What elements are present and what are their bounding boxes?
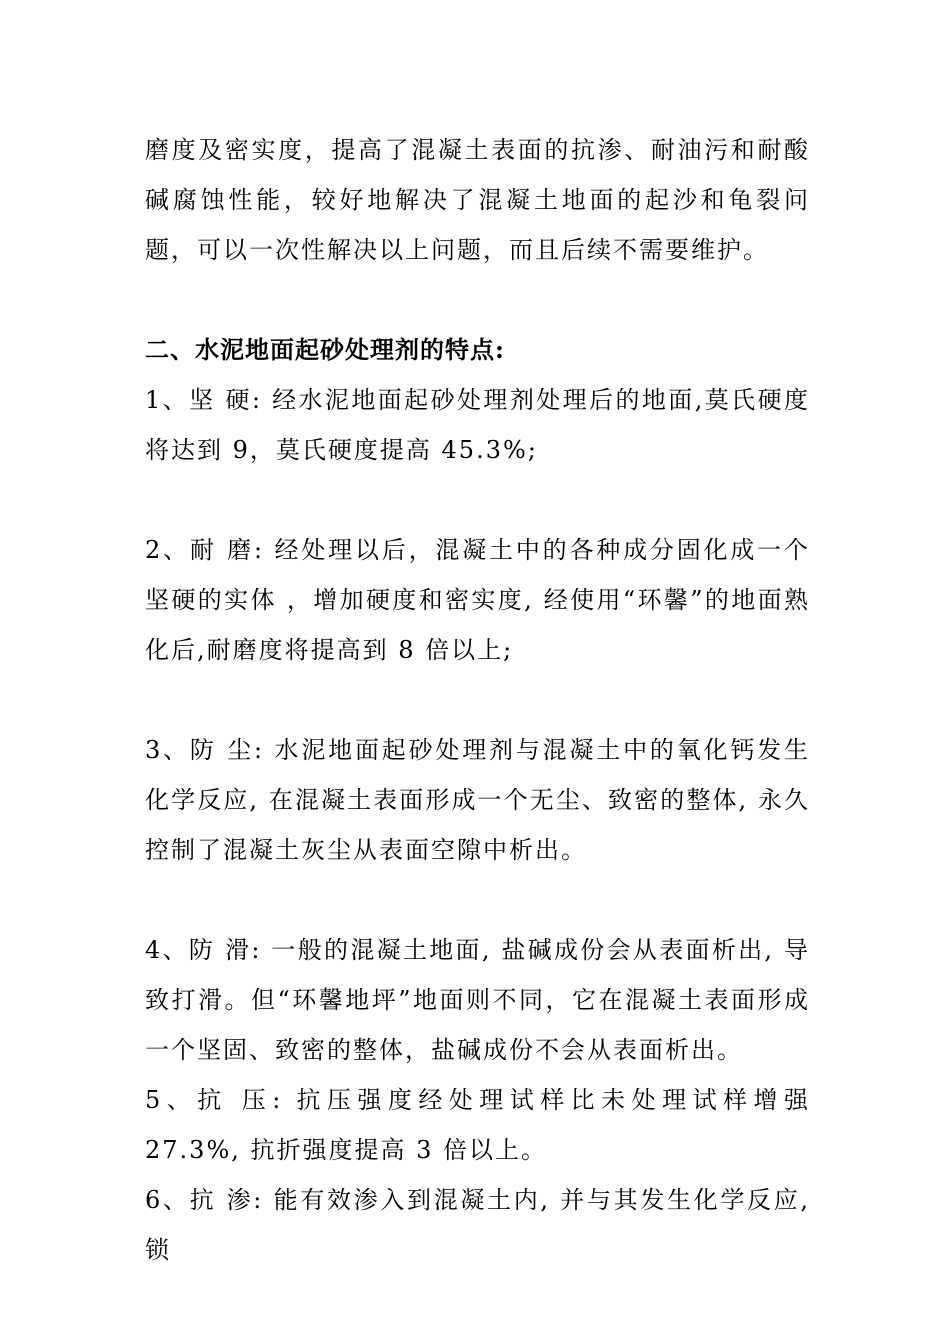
intro-paragraph: 磨度及密实度，提高了混凝土表面的抗渗、耐油污和耐酸碱腐蚀性能，较好地解决了混凝土地面的起沙和龟裂问题，可以一次性解决以上问题，而且后续不需要维护。 bbox=[145, 136, 810, 264]
list-item: 6、抗 渗: 能有效渗入到混凝土内, 并与其发生化学反应, 锁 bbox=[145, 1186, 810, 1264]
list-item: 2、耐 磨: 经处理以后，混凝土中的各种成分固化成一个坚硬的实体 ，增加硬度和密实度, 经使用“环馨”的地面熟化后,耐磨度将提高到 8 倍以上; bbox=[145, 536, 810, 664]
list-item: 4、防 滑: 一般的混凝土地面, 盐碱成份会从表面析出, 导致打滑。但“环馨地坪”地面则不同，它在混凝土表面形成一个坚固、致密的整体，盐碱成份不会从表面析出。 bbox=[145, 936, 810, 1064]
list-item: 5、抗 压: 抗压强度经处理试样比未处理试样增强 27.3%, 抗折强度提高 3 倍以上。 bbox=[145, 1086, 810, 1164]
section-heading: 二、水泥地面起砂处理剂的特点: bbox=[145, 335, 505, 364]
list-item: 1、坚 硬: 经水泥地面起砂处理剂处理后的地面,莫氏硬度将达到 9，莫氏硬度提高 45.3%; bbox=[145, 386, 810, 464]
list-item: 3、防 尘: 水泥地面起砂处理剂与混凝土中的氧化钙发生化学反应, 在混凝土表面形成一个无尘、致密的整体, 永久控制了混凝土灰尘从表面空隙中析出。 bbox=[145, 736, 810, 864]
